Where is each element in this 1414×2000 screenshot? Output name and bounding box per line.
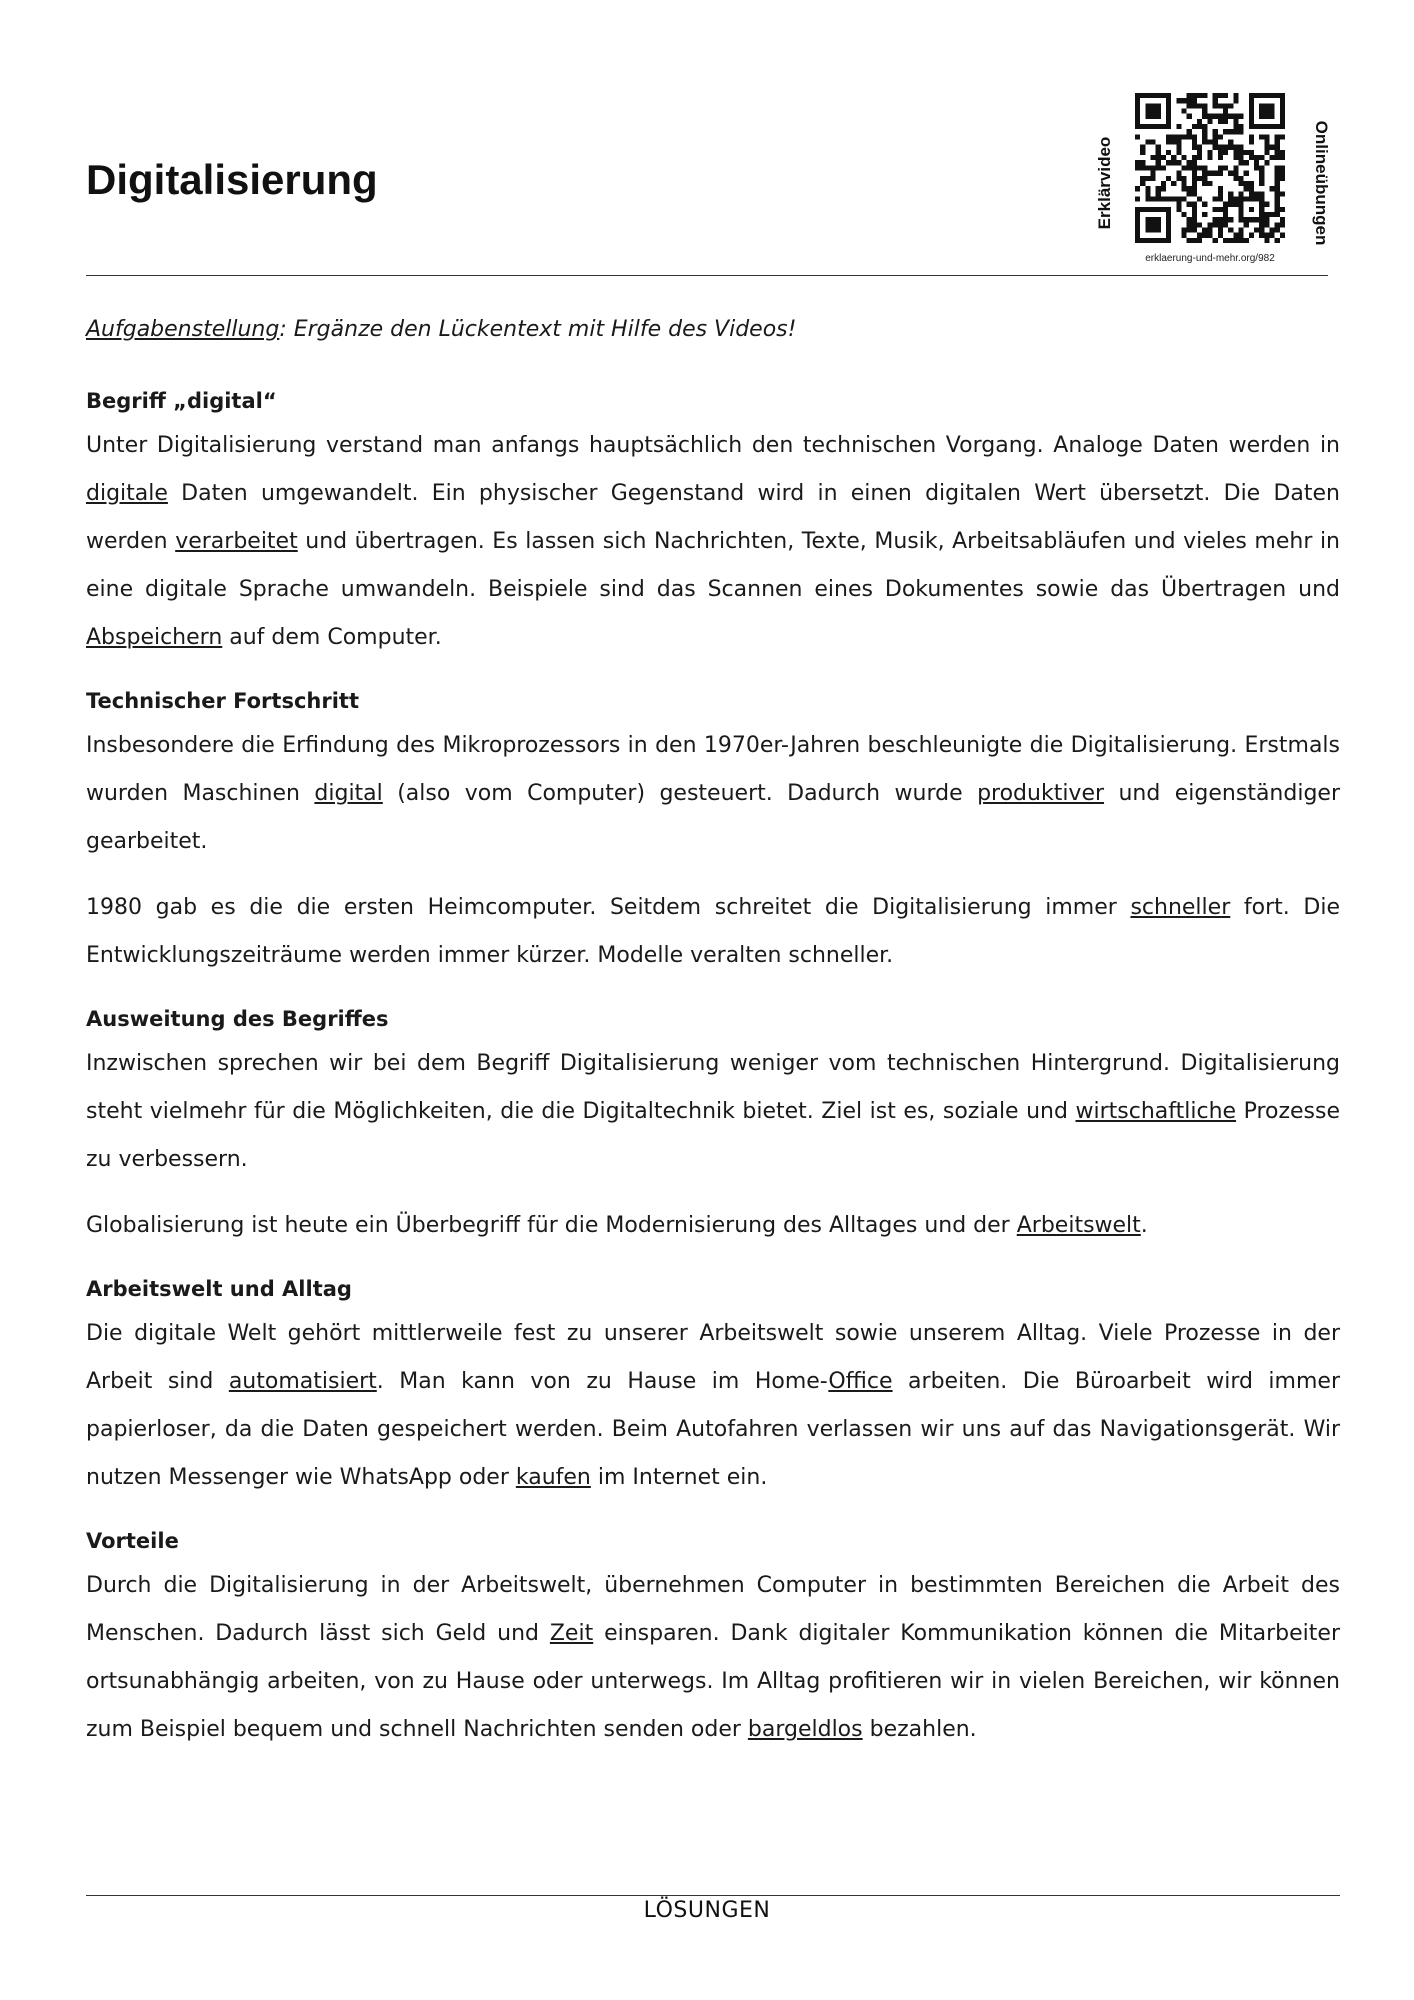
section-heading: Begriff „digital“ [86, 389, 277, 413]
qr-url: erklaerung-und-mehr.org/982 [1145, 253, 1275, 264]
worksheet-content [86, 308, 1340, 1772]
answer-word: verarbeitet [175, 529, 298, 554]
text-segment: 1980 gab es die die ersten Heimcomputer. Seitdem schreitet die Digitalisierung immer [86, 895, 1131, 920]
text-segment: auf dem Computer. [222, 625, 442, 650]
answer-word: Abspeichern [86, 625, 223, 650]
answer-word: wirtschaftliche [1075, 1099, 1237, 1124]
text-segment: Globalisierung ist heute ein Überbegriff für die Modernisierung des Alltages und der [86, 1213, 1017, 1238]
answer-word: Office [828, 1369, 893, 1394]
text-segment: Prozesse zu verbessern. [86, 1099, 1341, 1172]
task-instruction [86, 308, 1340, 352]
text-segment: Daten umgewandelt. Ein physischer Gegenstand wird in einen digitalen Wert übersetzt. Die Daten werden [86, 481, 1340, 554]
paragraph [86, 722, 1340, 866]
text-segment: . Man kann von zu Hause im Home- [376, 1369, 829, 1394]
answer-word: schneller [1130, 895, 1231, 920]
section [86, 380, 1340, 662]
section-heading: Ausweitung des Begriffes [86, 1007, 389, 1031]
text-segment: und eigenständiger gearbeitet. [86, 781, 1340, 854]
text-segment: Unter Digitalisierung verstand man anfangs hauptsächlich den technischen Vorgang. Analoge Daten werden in [86, 433, 1340, 458]
answer-word: produktiver [977, 781, 1105, 806]
text-segment: . [1140, 1213, 1148, 1238]
answer-word: Zeit [549, 1621, 594, 1646]
text-segment: einsparen. Dank digitaler Kommunikation können die Mitarbeiter ortsunabhängig arbeiten, von zu Hause oder unterwegs. Im Alltag profitieren wir in vielen Bereichen, wir können zum Beispiel bequem und schnell Nachrichten senden oder [86, 1621, 1340, 1742]
text-segment: im Internet ein. [590, 1465, 768, 1490]
text-segment: bezahlen. [862, 1717, 977, 1742]
text-segment: arbeiten. Die Büroarbeit wird immer papierloser, da die Daten gespeichert werden. Beim Autofahren verlassen wir uns auf das Navigationsgerät. Wir nutzen Messenger wie WhatsApp oder [86, 1369, 1340, 1490]
sections [86, 380, 1340, 1754]
text-segment: (also vom Computer) gesteuert. Dadurch wurde [382, 781, 978, 806]
paragraph [86, 1310, 1340, 1502]
qr-code-icon[interactable] [1135, 93, 1285, 243]
paragraph [86, 884, 1340, 980]
paragraph [86, 1562, 1340, 1754]
page-title: Digitalisierung [86, 156, 378, 203]
section [86, 680, 1340, 980]
paragraph [86, 1040, 1340, 1184]
paragraph [86, 1202, 1340, 1250]
answer-word: automatisiert [228, 1369, 377, 1394]
answer-word: Arbeitswelt [1016, 1213, 1141, 1238]
answer-word: digital [314, 781, 383, 806]
paragraph [86, 422, 1340, 662]
text-segment: Insbesondere die Erfindung des Mikroprozessors in den 1970er-Jahren beschleunigte die Digitalisierung. Erstmals wurden Maschinen [86, 733, 1340, 806]
task-label: Aufgabenstellung [86, 317, 280, 342]
answer-word: bargeldlos [747, 1717, 863, 1742]
section [86, 1268, 1340, 1502]
text-segment: Durch die Digitalisierung in der Arbeitswelt, übernehmen Computer in bestimmten Bereichen die Arbeit des Menschen. Dadurch lässt sich Geld und [86, 1573, 1340, 1646]
text-segment: Inzwischen sprechen wir bei dem Begriff Digitalisierung weniger vom technischen Hintergrund. Digitalisierung steht vielmehr für die Möglichkeiten, die die Digitaltechnik bietet. Ziel ist es, soziale und [86, 1051, 1340, 1124]
qr-video-label: Erklärvideo [1095, 136, 1114, 230]
text-segment: Die digitale Welt gehört mittlerweile fest zu unserer Arbeitswelt sowie unserem Alltag. Viele Prozesse in der Arbeit sind [86, 1321, 1340, 1394]
footer-label: LÖSUNGEN [643, 1898, 771, 1923]
section-heading: Vorteile [86, 1529, 179, 1553]
section [86, 998, 1340, 1250]
qr-exercises-label: Onlineübungen [1312, 120, 1331, 246]
section [86, 1520, 1340, 1754]
text-segment: fort. Die Entwicklungszeiträume werden immer kürzer. Modelle veralten schneller. [86, 895, 1340, 968]
section-heading: Arbeitswelt und Alltag [86, 1277, 352, 1301]
header-divider [86, 275, 1328, 276]
answer-word: digitale [86, 481, 168, 506]
footer-divider [86, 1895, 1340, 1896]
task-text: : Ergänze den Lückentext mit Hilfe des Videos! [279, 317, 797, 342]
qr-block [1085, 85, 1330, 275]
section-heading: Technischer Fortschritt [86, 689, 359, 713]
text-segment: und übertragen. Es lassen sich Nachrichten, Texte, Musik, Arbeitsabläufen und vieles mehr in eine digitale Sprache umwandeln. Beispiele sind das Scannen eines Dokumentes sowie das Übertragen und [86, 529, 1340, 602]
answer-word: kaufen [515, 1465, 591, 1490]
